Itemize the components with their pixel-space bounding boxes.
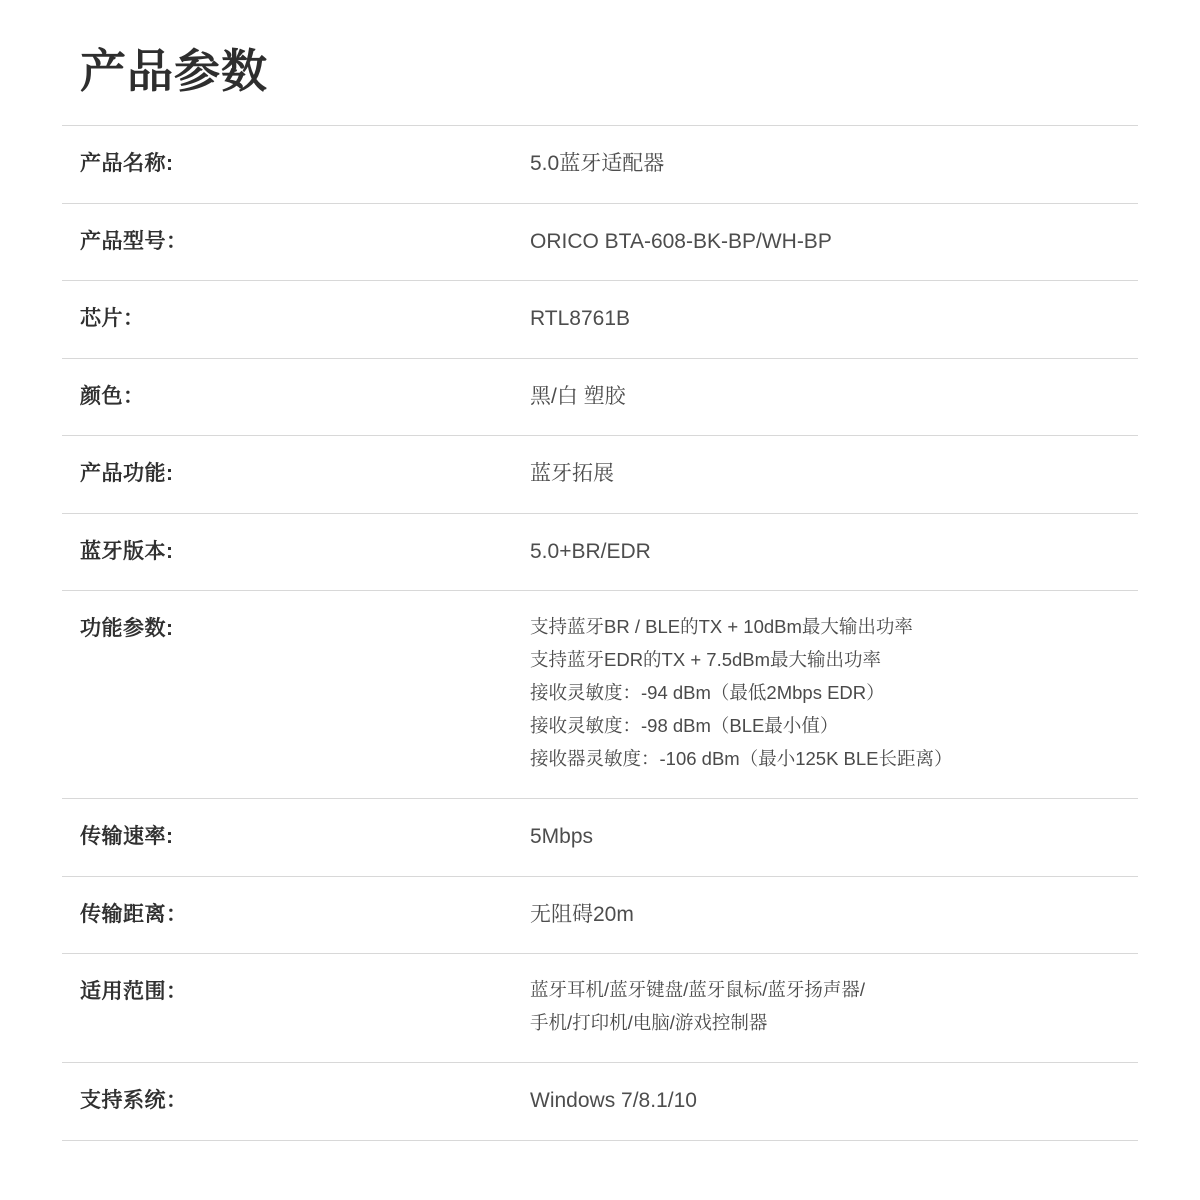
spec-value: [530, 126, 1138, 204]
spec-label: 适用范围：: [80, 980, 188, 1004]
spec-value-line: 蓝牙耳机/蓝牙键盘/蓝牙鼠标/蓝牙扬声器/: [530, 979, 866, 1001]
spec-row: [62, 799, 1138, 877]
spec-value-line: RTL8761B: [530, 307, 631, 331]
spec-label: 传输距离：: [80, 902, 188, 926]
spec-value-line: 蓝牙拓展: [530, 462, 614, 486]
page-title: 产品参数: [80, 45, 268, 97]
specification-table: [62, 125, 1138, 1140]
spec-label: 产品型号：: [80, 229, 188, 253]
spec-value-line: 接收器灵敏度：-106 dBm（最小125K BLE长距离）: [530, 748, 953, 770]
spec-value: [530, 436, 1138, 514]
spec-value: [530, 358, 1138, 436]
spec-row: [62, 954, 1138, 1063]
spec-value: [530, 799, 1138, 877]
spec-value: [530, 876, 1138, 954]
specification-table-body: [62, 126, 1138, 1140]
spec-label: 芯片：: [80, 307, 145, 331]
spec-value: [530, 591, 1138, 799]
spec-value-line: 5Mbps: [530, 825, 594, 849]
spec-value: [530, 954, 1138, 1063]
spec-value-line: 支持蓝牙BR / BLE的TX + 10dBm最大输出功率: [530, 616, 913, 638]
spec-label: 产品功能:: [80, 462, 174, 486]
spec-value-line: ORICO BTA-608-BK-BP/WH-BP: [530, 229, 832, 253]
spec-row: [62, 591, 1138, 799]
spec-value-line: 5.0+BR/EDR: [530, 539, 651, 563]
spec-row: [62, 281, 1138, 359]
spec-row: [62, 358, 1138, 436]
spec-row: [62, 513, 1138, 591]
spec-value: [530, 281, 1138, 359]
spec-value-line: 无阻碍20m: [530, 902, 634, 926]
spec-label: 产品名称:: [80, 152, 174, 176]
spec-value: [530, 203, 1138, 281]
spec-label: 传输速率:: [80, 825, 174, 849]
spec-value-line: Windows 7/8.1/10: [530, 1089, 697, 1113]
spec-value-line: 支持蓝牙EDR的TX + 7.5dBm最大输出功率: [530, 649, 882, 671]
spec-value-line: 接收灵敏度：-94 dBm（最低2Mbps EDR）: [530, 682, 885, 704]
spec-value-line: 5.0蓝牙适配器: [530, 152, 665, 176]
spec-value-line: 黑/白 塑胶: [530, 384, 626, 408]
spec-row: [62, 876, 1138, 954]
spec-label: 颜色：: [80, 384, 145, 408]
spec-label: 功能参数:: [80, 617, 174, 641]
spec-label: 蓝牙版本:: [80, 539, 174, 563]
spec-value: [530, 513, 1138, 591]
spec-value-line: 手机/打印机/电脑/游戏控制器: [530, 1012, 768, 1034]
spec-row: [62, 203, 1138, 281]
spec-row: [62, 1063, 1138, 1141]
spec-value-line: 接收灵敏度：-98 dBm（BLE最小值）: [530, 715, 839, 737]
spec-row: [62, 126, 1138, 204]
spec-value: [530, 1063, 1138, 1141]
spec-row: [62, 436, 1138, 514]
spec-label: 支持系统：: [80, 1089, 188, 1113]
